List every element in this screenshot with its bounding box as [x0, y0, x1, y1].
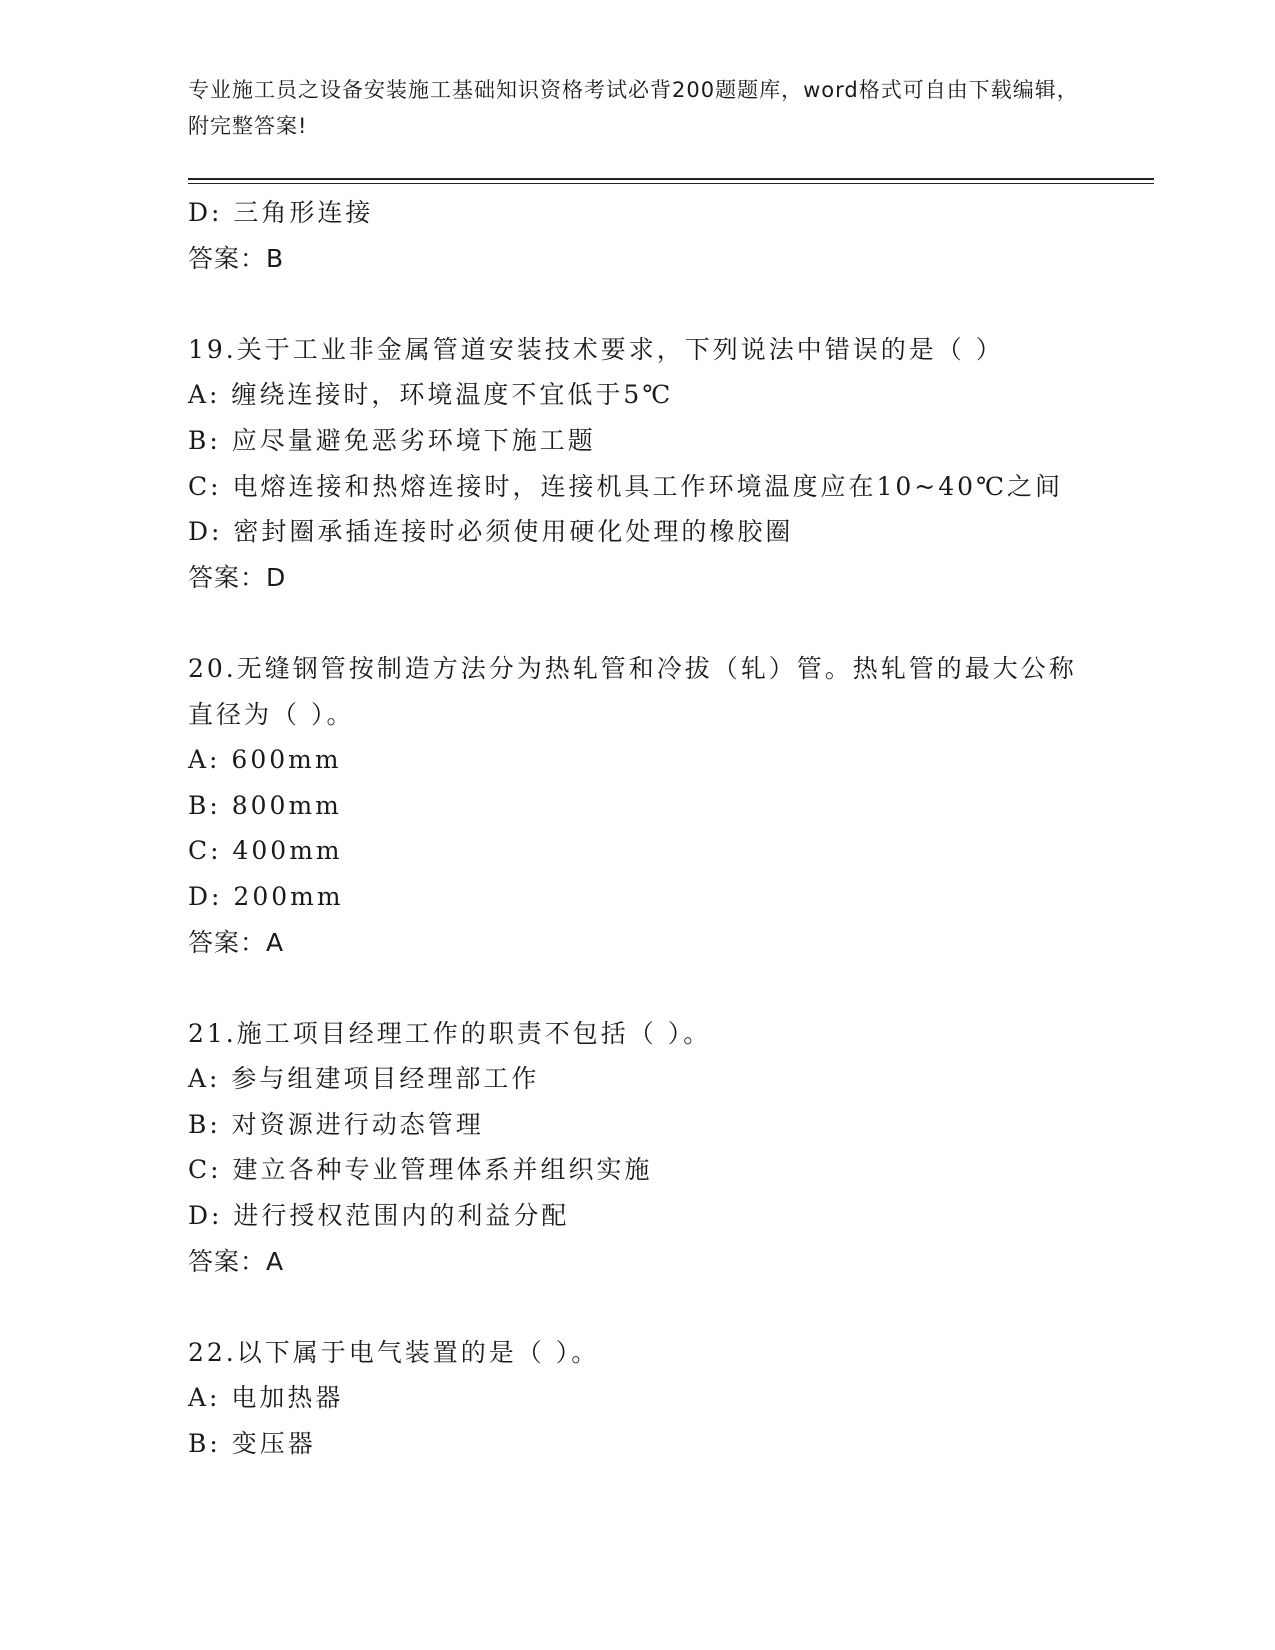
option-item: B: 应尽量避免恶劣环境下施工题	[188, 425, 596, 455]
option-item: C: 电熔连接和热熔连接时，连接机具工作环境温度应在10~40℃之间	[188, 471, 1064, 501]
question-stem: 21.施工项目经理工作的职责不包括（ ）。	[188, 1018, 712, 1048]
question-stem: 20.无缝钢管按制造方法分为热轧管和冷拔（轧）管。热轧管的最大公称直径为（ ）。	[188, 653, 1077, 729]
option-item: C: 400mm	[188, 836, 343, 866]
option-item: B: 变压器	[188, 1429, 316, 1459]
option-item: D: 密封圈承插连接时必须使用硬化处理的橡胶圈	[188, 517, 794, 547]
answer-line: 答案：D	[188, 562, 287, 592]
option-item: D: 进行授权范围内的利益分配	[188, 1201, 570, 1231]
document-header: 专业施工员之设备安装施工基础知识资格考试必背200题题库，word格式可自由下载编辑，附完整答案!	[188, 78, 1079, 138]
option-item: B: 800mm	[188, 790, 342, 820]
option-item: A: 600mm	[188, 745, 342, 775]
option-item: C: 建立各种专业管理体系并组织实施	[188, 1155, 653, 1185]
question-stem: 19.关于工业非金属管道安装技术要求，下列说法中错误的是（ ）	[188, 334, 1004, 364]
option-item: A: 电加热器	[188, 1383, 344, 1413]
answer-line: 答案：A	[188, 1246, 285, 1276]
option-item: A: 参与组建项目经理部工作	[188, 1064, 540, 1094]
header-rule-thick	[188, 178, 1154, 180]
question-list	[188, 190, 1148, 1467]
answer-line: 答案：A	[188, 927, 285, 957]
question-stem: 22.以下属于电气装置的是（ ）。	[188, 1337, 600, 1367]
option-item: A: 缠绕连接时，环境温度不宜低于5℃	[188, 380, 674, 410]
header-rule-thin	[188, 183, 1154, 184]
answer-line: 答案：B	[188, 243, 285, 273]
option-item: D: 200mm	[188, 881, 344, 911]
option-item: B: 对资源进行动态管理	[188, 1109, 484, 1139]
option-item: D: 三角形连接	[188, 198, 374, 227]
